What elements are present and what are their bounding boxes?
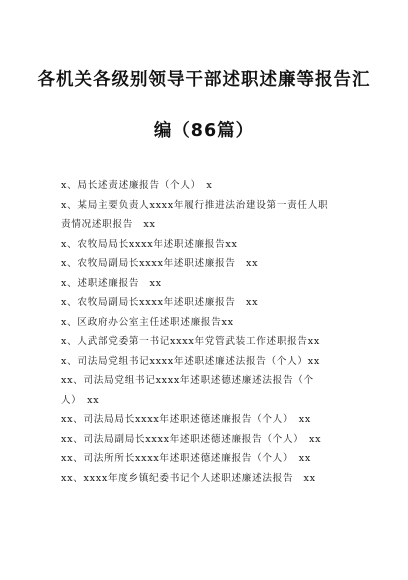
toc-item: xx、司法局党组书记xxxx年述职述德述廉述法报告（个	[61, 375, 314, 386]
toc-item-continuation: 人） xx	[61, 394, 100, 406]
document-title-line-2: 编（86篇）	[153, 121, 255, 141]
toc-item: xx、司法局局长xxxx年述职述德述廉报告（个人） xx	[61, 414, 311, 425]
toc-item-continuation: 责情况述职报告 xx	[61, 219, 156, 230]
table-of-contents	[61, 176, 361, 488]
toc-item: x、人武部党委第一书记xxxx年党管武装工作述职报告xx	[61, 336, 320, 347]
toc-item: x、述职述廉报告 xx	[61, 277, 162, 289]
toc-item: x、农牧局副局长xxxx年述职述廉报告 xx	[61, 258, 259, 269]
toc-item: x、农牧局副局长xxxx年述职述廉报告 xx	[61, 297, 259, 308]
toc-item: xx、xxxx年度乡镇纪委书记个人述职述廉述法报告 xx	[61, 472, 316, 484]
toc-item: xx、司法局副局长xxxx年述职述德述廉报告（个人） xx	[61, 433, 322, 445]
toc-item: x、区政府办公室主任述职述廉报告xx	[61, 316, 234, 328]
document-title-line-1: 各机关各级别领导干部述职述廉等报告汇	[37, 70, 371, 90]
toc-item: x、局长述责述廉报告（个人） x	[61, 180, 213, 191]
toc-item: xx、司法所所长xxxx年述职述德述廉报告（个人） xx	[61, 453, 311, 464]
toc-item: x、司法局党组书记xxxx年述职述廉述法报告（个人）xx	[61, 355, 320, 367]
toc-item: x、某局主要负责人xxxx年履行推进法治建设第一责任人职	[61, 199, 329, 211]
toc-item: x、农牧局局长xxxx年述职述廉报告xx	[61, 238, 238, 250]
